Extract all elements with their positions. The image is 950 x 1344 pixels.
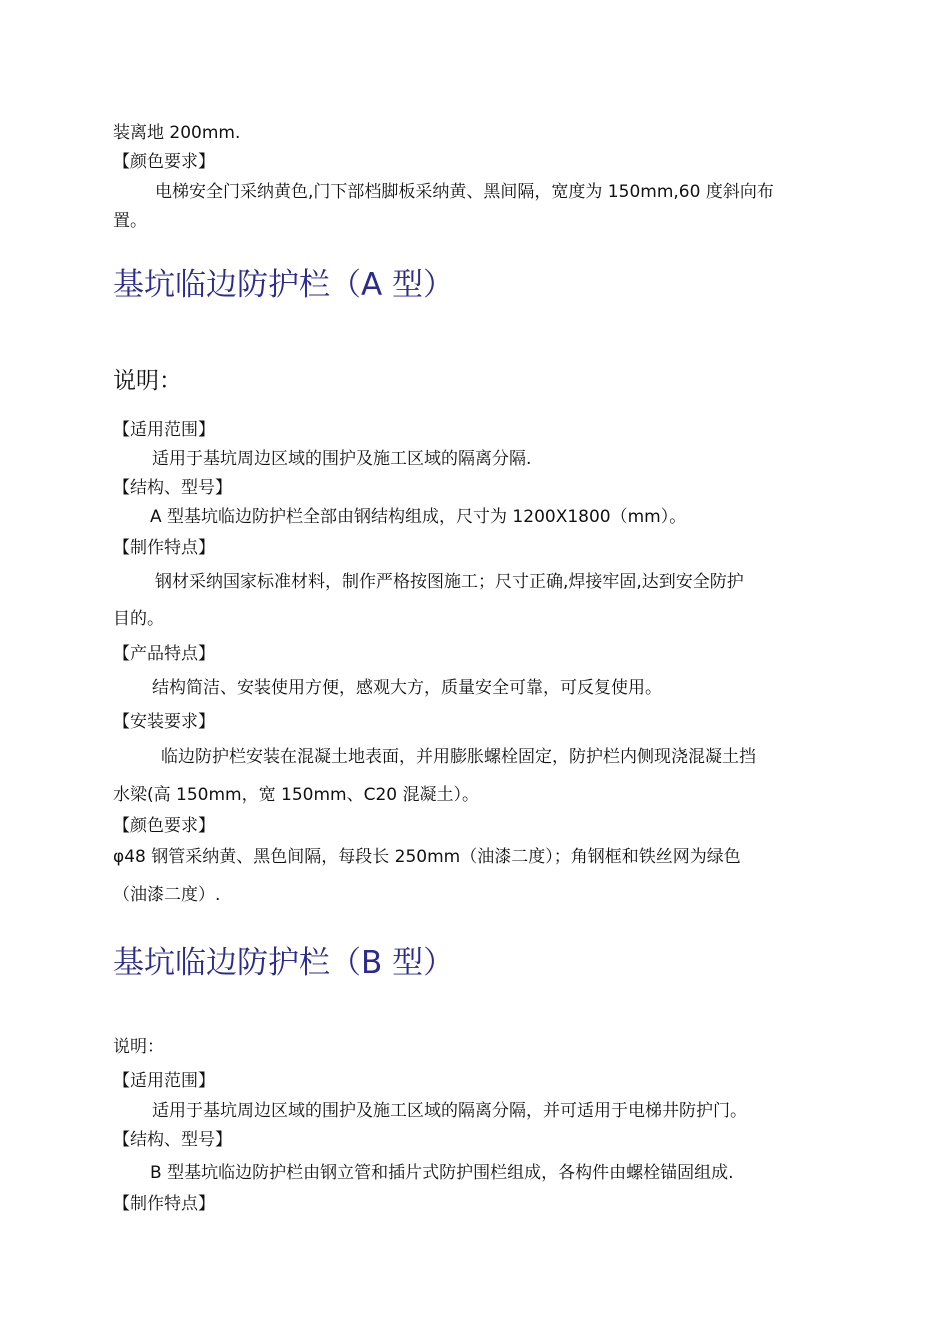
section-a-color-heading: 【颜色要求】 <box>113 816 215 836</box>
section-a-install-text: 临边防护栏安装在混凝土地表面，并用膨胀螺栓固定，防护栏内侧现浇混凝土挡 <box>161 747 756 767</box>
section-a-color-text-cont: （油漆二度）. <box>113 885 221 905</box>
section-a-explain-label: 说明： <box>113 368 182 394</box>
section-a-install-text-cont: 水梁(高 150mm，宽 150mm、C20 混凝土）。 <box>113 785 479 805</box>
section-b-explain-label: 说明： <box>113 1037 164 1057</box>
section-a-scope-heading: 【适用范围】 <box>113 420 215 440</box>
section-a-scope-text: 适用于基坑周边区域的围护及施工区域的隔离分隔. <box>152 449 532 469</box>
color-requirement-text-cont: 置。 <box>113 211 147 231</box>
section-b-make-heading: 【制作特点】 <box>113 1194 215 1214</box>
section-a-title: 基坑临边防护栏（A 型） <box>113 267 455 303</box>
section-a-product-text: 结构简洁、安装使用方便，感观大方，质量安全可靠，可反复使用。 <box>152 678 662 698</box>
color-requirement-heading: 【颜色要求】 <box>113 152 215 172</box>
section-a-make-text-cont: 目的。 <box>113 609 164 629</box>
section-a-structure-text: A 型基坑临边防护栏全部由钢结构组成，尺寸为 1200X1800（mm）。 <box>150 507 687 527</box>
color-requirement-text: 电梯安全门采纳黄色,门下部档脚板采纳黄、黑间隔，宽度为 150mm,60 度斜向布 <box>155 182 774 202</box>
section-b-structure-heading: 【结构、型号】 <box>113 1130 232 1150</box>
section-a-install-heading: 【安装要求】 <box>113 712 215 732</box>
section-b-title: 基坑临边防护栏（B 型） <box>113 945 455 981</box>
section-a-make-text: 钢材采纳国家标准材料，制作严格按图施工；尺寸正确,焊接牢固,达到安全防护 <box>155 572 744 592</box>
section-a-color-text: φ48 钢管采纳黄、黑色间隔，每段长 250mm（油漆二度）；角钢框和铁丝网为绿色 <box>113 847 741 867</box>
section-b-scope-heading: 【适用范围】 <box>113 1071 215 1091</box>
install-height-text: 装离地 200mm. <box>113 123 241 143</box>
section-a-product-heading: 【产品特点】 <box>113 644 215 664</box>
section-a-structure-heading: 【结构、型号】 <box>113 478 232 498</box>
section-a-make-heading: 【制作特点】 <box>113 538 215 558</box>
section-b-scope-text: 适用于基坑周边区域的围护及施工区域的隔离分隔，并可适用于电梯井防护门。 <box>152 1101 747 1121</box>
section-b-structure-text: B 型基坑临边防护栏由钢立管和插片式防护围栏组成，各构件由螺栓锚固组成. <box>150 1163 734 1183</box>
